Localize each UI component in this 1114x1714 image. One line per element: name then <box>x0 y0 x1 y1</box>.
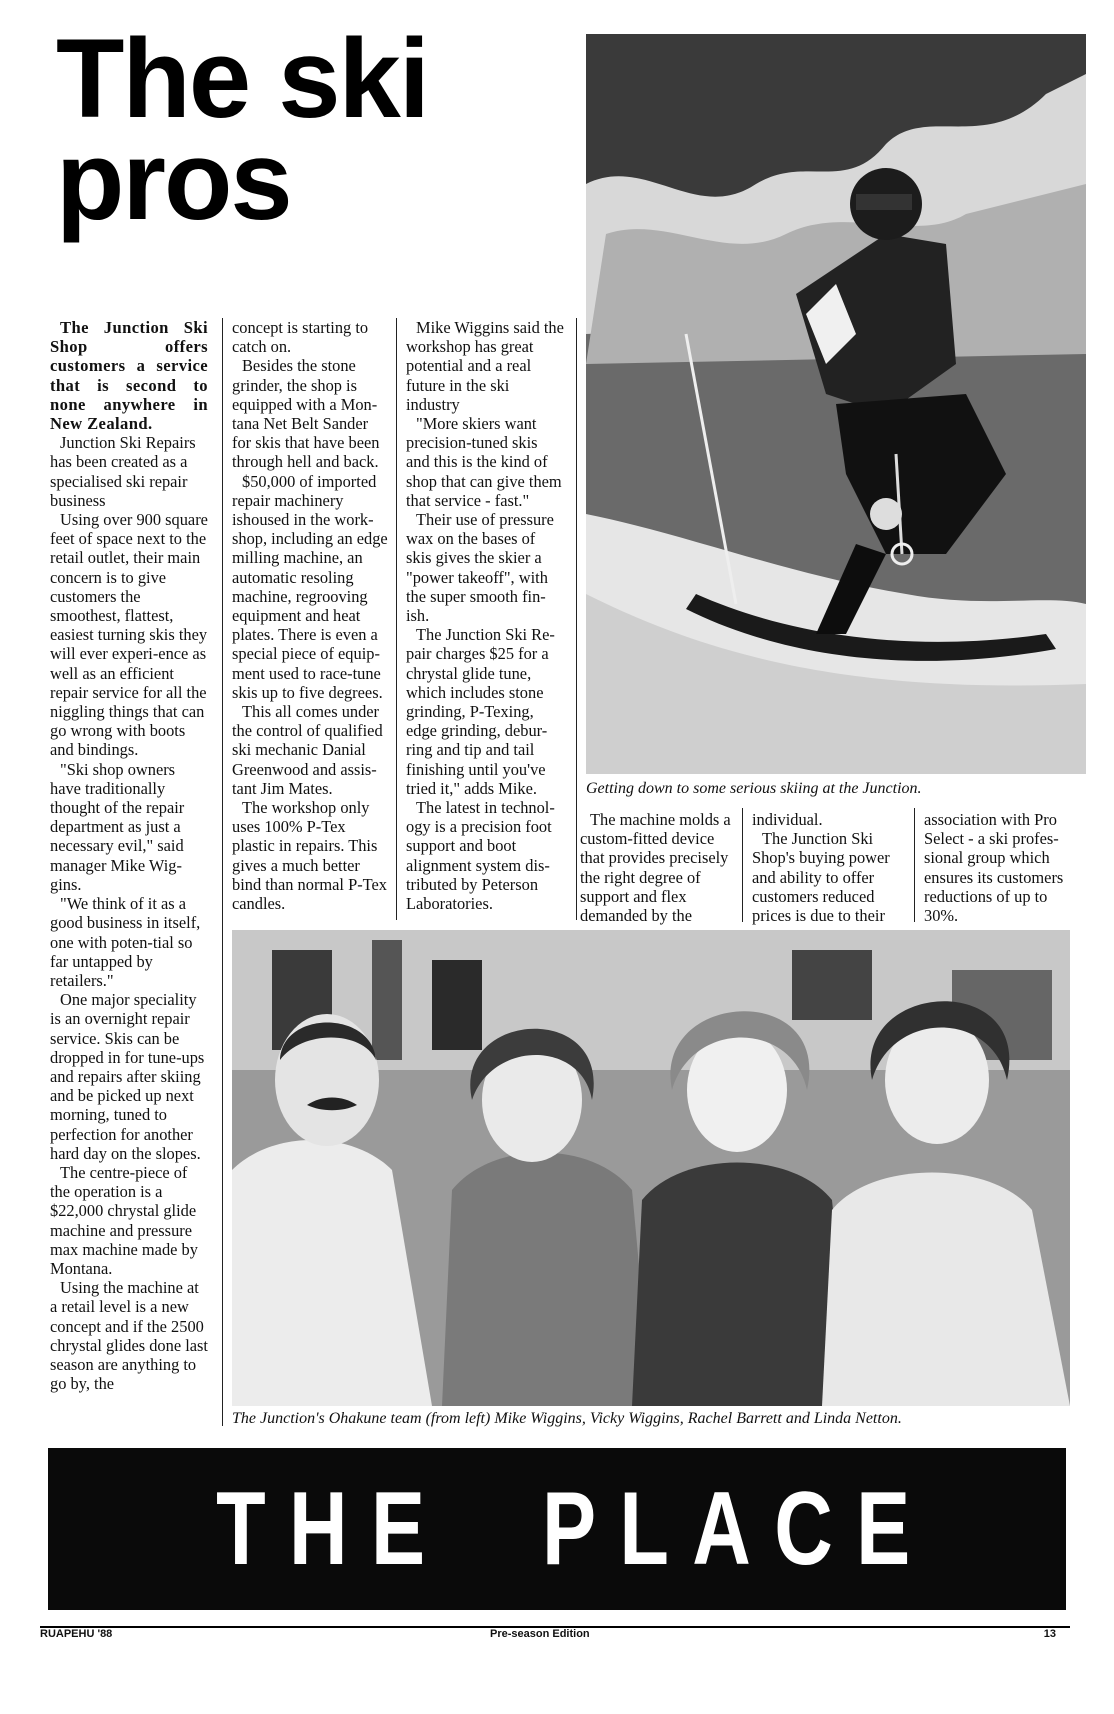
article-column-6 <box>924 810 1080 925</box>
article-column-2 <box>232 318 388 913</box>
skier-photo <box>586 34 1086 774</box>
headline <box>56 16 576 243</box>
paragraph: "More skiers want precision-tuned skis and this is the kind of shop that can give them that service - fast." <box>406 414 562 510</box>
banner-letter: E <box>856 1470 911 1587</box>
paragraph: individual. <box>752 810 823 829</box>
column-rule <box>396 318 397 920</box>
headline-line-1: The ski <box>56 16 428 141</box>
paragraph: "Ski shop owners have traditionally thought of the repair department as just a necessary evil," said manager Mike Wig-gins. <box>50 759 185 894</box>
banner-letter: L <box>619 1470 669 1587</box>
footer-edition: Pre-season Edition <box>490 1628 590 1640</box>
article-column-5 <box>752 810 912 925</box>
paragraph: Junction Ski Repairs has been created as a specialised ski repair business <box>50 433 196 510</box>
column-rule <box>742 808 743 922</box>
headline-line-2: pros <box>56 118 291 243</box>
the-place-banner <box>48 1448 1066 1610</box>
paragraph: association with Pro Select - a ski profes-sional group which ensures its customers reductions of up to 30%. <box>924 810 1064 926</box>
paragraph: The centre-piece of the operation is a $22,000 chrystal glide machine and pressure max machine made by Montana. <box>50 1162 198 1278</box>
article-lead: The Junction Ski Shop offers customers a service that is second to none anywhere in New Zealand. <box>50 318 208 434</box>
paragraph: Besides the stone grinder, the shop is equipped with a Mon-tana Net Belt Sander for skis that have been through hell and back. <box>232 356 380 472</box>
banner-letter: E <box>370 1470 426 1587</box>
skier-photo-image <box>586 34 1086 774</box>
banner-letter: T <box>216 1470 266 1587</box>
paragraph: One major speciality is an overnight repair service. Skis can be dropped in for tune-ups and repairs after skiing and be picked up next morning, tuned to perfection for another hard day on the slopes. <box>50 990 205 1163</box>
footer-publication: RUAPEHU '88 <box>40 1628 113 1640</box>
team-photo <box>232 930 1070 1406</box>
banner-letter: P <box>541 1470 597 1587</box>
paragraph: "We think of it as a good business in itself, one with poten-tial so far untapped by retailers." <box>50 894 201 990</box>
team-photo-image <box>232 930 1070 1406</box>
banner-letter: H <box>289 1470 348 1587</box>
column-rule <box>576 318 577 920</box>
footer-page-number: 13 <box>1043 1628 1056 1640</box>
paragraph: $50,000 of imported repair machinery ishoused in the work-shop, including an edge milling machine, an automatic resoling machine, regrooving equipment and heat plates. There is even a special piece of equip-ment used to race-tune skis up to five degrees. <box>232 471 388 702</box>
paragraph: Using over 900 square feet of space next to the retail outlet, their main concern is to give customers the smoothest, flattest, easiest turning skis they will ever experi-ence as well as an efficient repair service for all the niggling things that can go wrong with boots and bindings. <box>50 510 208 760</box>
column-rule <box>914 808 915 922</box>
paragraph: The latest in technol-ogy is a precision foot support and boot alignment system dis-tributed by Peterson Laboratories. <box>406 798 555 914</box>
team-photo-caption: The Junction's Ohakune team (from left) Mike Wiggins, Vicky Wiggins, Rachel Barrett and Linda Netton. <box>232 1410 902 1427</box>
paragraph: The machine molds a custom-fitted device that provides precisely the right degree of support and flex demanded by the <box>580 810 731 926</box>
paragraph: The workshop only uses 100% P-Tex plastic in repairs. This gives a much better bind than normal P-Tex candles. <box>232 798 387 914</box>
paragraph: concept is starting to catch on. <box>232 318 369 357</box>
paragraph: The Junction Ski Shop's buying power and ability to offer customers reduced prices is due to their <box>752 829 890 926</box>
skier-photo-caption: Getting down to some serious skiing at the Junction. <box>586 780 922 797</box>
banner-letter: C <box>774 1470 833 1587</box>
banner-text <box>160 1448 954 1610</box>
article-column-3 <box>406 318 564 913</box>
article-column-1 <box>50 318 208 1393</box>
banner-letter: A <box>692 1470 751 1587</box>
column-rule <box>222 318 223 1426</box>
paragraph: This all comes under the control of qualified ski mechanic Danial Greenwood and assis-tant Jim Mates. <box>232 702 383 798</box>
paragraph: Mike Wiggins said the workshop has great potential and a real future in the ski industry <box>406 318 564 414</box>
paragraph: The Junction Ski Re-pair charges $25 for a chrystal glide tune, which includes stone grinding, P-Texing, edge grinding, debur-ring and tip and tail finishing until you've tried it," adds Mike. <box>406 625 555 798</box>
page-footer <box>40 1626 1070 1640</box>
paragraph: Using the machine at a retail level is a new concept and if the 2500 chrystal glides done last season are anything to go by, the <box>50 1278 208 1394</box>
article-column-4 <box>580 810 736 925</box>
paragraph: Their use of pressure wax on the bases of skis gives the skier a "power takeoff", with the super smooth fin-ish. <box>406 510 554 626</box>
